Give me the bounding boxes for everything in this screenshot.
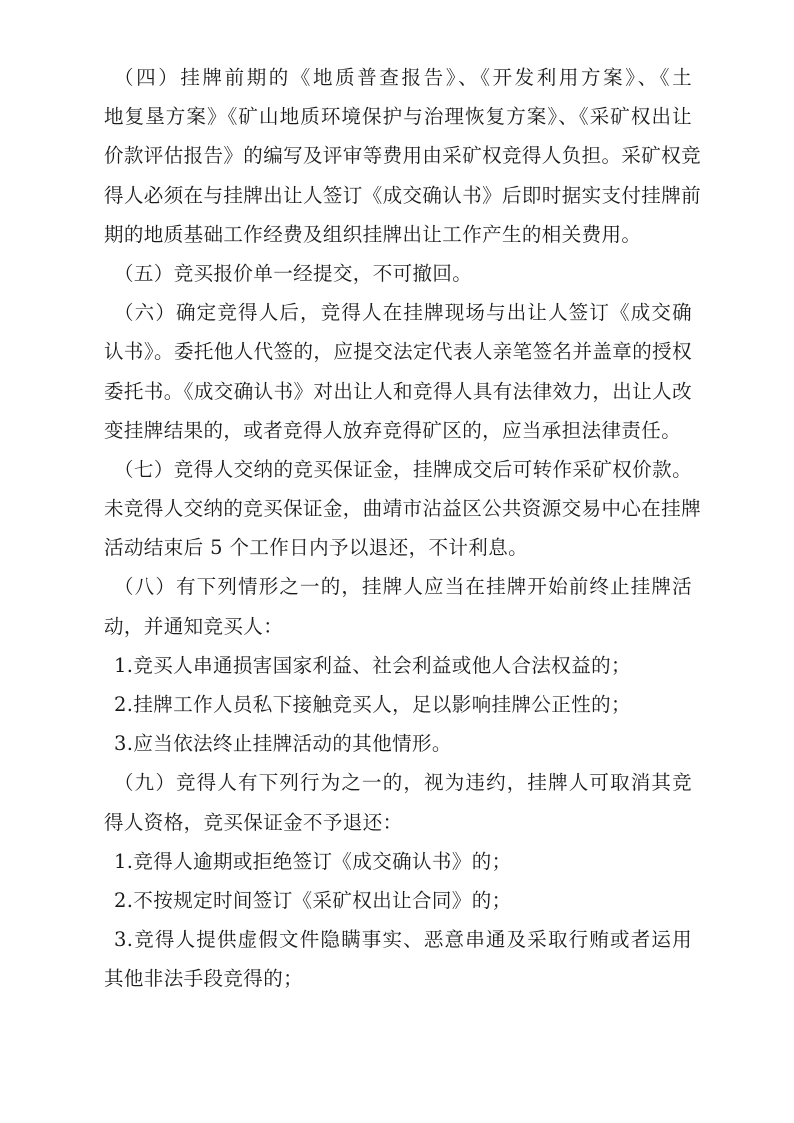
paragraph-4-line-2: 地复垦方案》《矿山地质环境保护与治理恢复方案》、《采矿权出让	[104, 105, 692, 129]
paragraph-9-item-1: 1.竞得人逾期或拒绝签订《成交确认书》的；	[114, 849, 512, 873]
paragraph-8-item-3: 3.应当依法终止挂牌活动的其他情形。	[114, 732, 452, 756]
paragraph-6-line-2: 认书》。委托他人代签的，应提交法定代表人亲笔签名并盖章的授权	[104, 340, 692, 364]
paragraph-9-item-3-line-2: 其他非法手段竞得的；	[104, 967, 304, 991]
paragraph-9-item-2: 2.不按规定时间签订《采矿权出让合同》的；	[114, 888, 512, 912]
paragraph-9-item-3-line-1: 3.竞得人提供虚假文件隐瞒事实、恶意串通及采取行贿或者运用	[114, 928, 692, 952]
paragraph-6-line-4: 变挂牌结果的，或者竞得人放弃竞得矿区的，应当承担法律责任。	[104, 418, 682, 442]
paragraph-8-line-1: （八）有下列情形之一的，挂牌人应当在挂牌开始前终止挂牌活	[114, 575, 692, 599]
paragraph-9-line-1: （九）竞得人有下列行为之一的，视为违约，挂牌人可取消其竞	[114, 771, 692, 795]
paragraph-4-line-4: 得人必须在与挂牌出让人签订《成交确认书》后即时据实支付挂牌前	[104, 183, 702, 207]
paragraph-7-line-2: 未竞得人交纳的竞买保证金，曲靖市沾益区公共资源交易中心在挂牌	[104, 497, 702, 521]
paragraph-7-line-3: 活动结束后 5 个工作日内予以退还，不计利息。	[104, 536, 529, 560]
paragraph-8-line-2: 动，并通知竞买人：	[104, 614, 284, 638]
paragraph-4-line-3: 价款评估报告》的编写及评审等费用由采矿权竞得人负担。采矿权竞	[104, 144, 702, 168]
paragraph-7-line-1: （七）竞得人交纳的竞买保证金，挂牌成交后可转作采矿权价款。	[114, 457, 692, 481]
paragraph-4-line-5: 期的地质基础工作经费及组织挂牌出让工作产生的相关费用。	[104, 222, 642, 246]
paragraph-8-item-1: 1.竞买人串通损害国家利益、社会利益或他人合法权益的；	[114, 653, 631, 677]
paragraph-8-item-2: 2.挂牌工作人员私下接触竞买人，足以影响挂牌公正性的；	[114, 693, 631, 716]
paragraph-9-line-2: 得人资格，竞买保证金不予退还：	[104, 810, 403, 834]
paragraph-6-line-3: 委托书。《成交确认书》对出让人和竞得人具有法律效力，出让人改	[104, 379, 692, 403]
paragraph-6-line-1: （六）确定竞得人后，竞得人在挂牌现场与出让人签订《成交确	[114, 301, 692, 325]
paragraph-4-line-1: （四）挂牌前期的《地质普查报告》、《开发利用方案》、《土	[114, 66, 692, 89]
paragraph-5-line-1: （五）竞买报价单一经提交，不可撤回。	[114, 261, 473, 285]
